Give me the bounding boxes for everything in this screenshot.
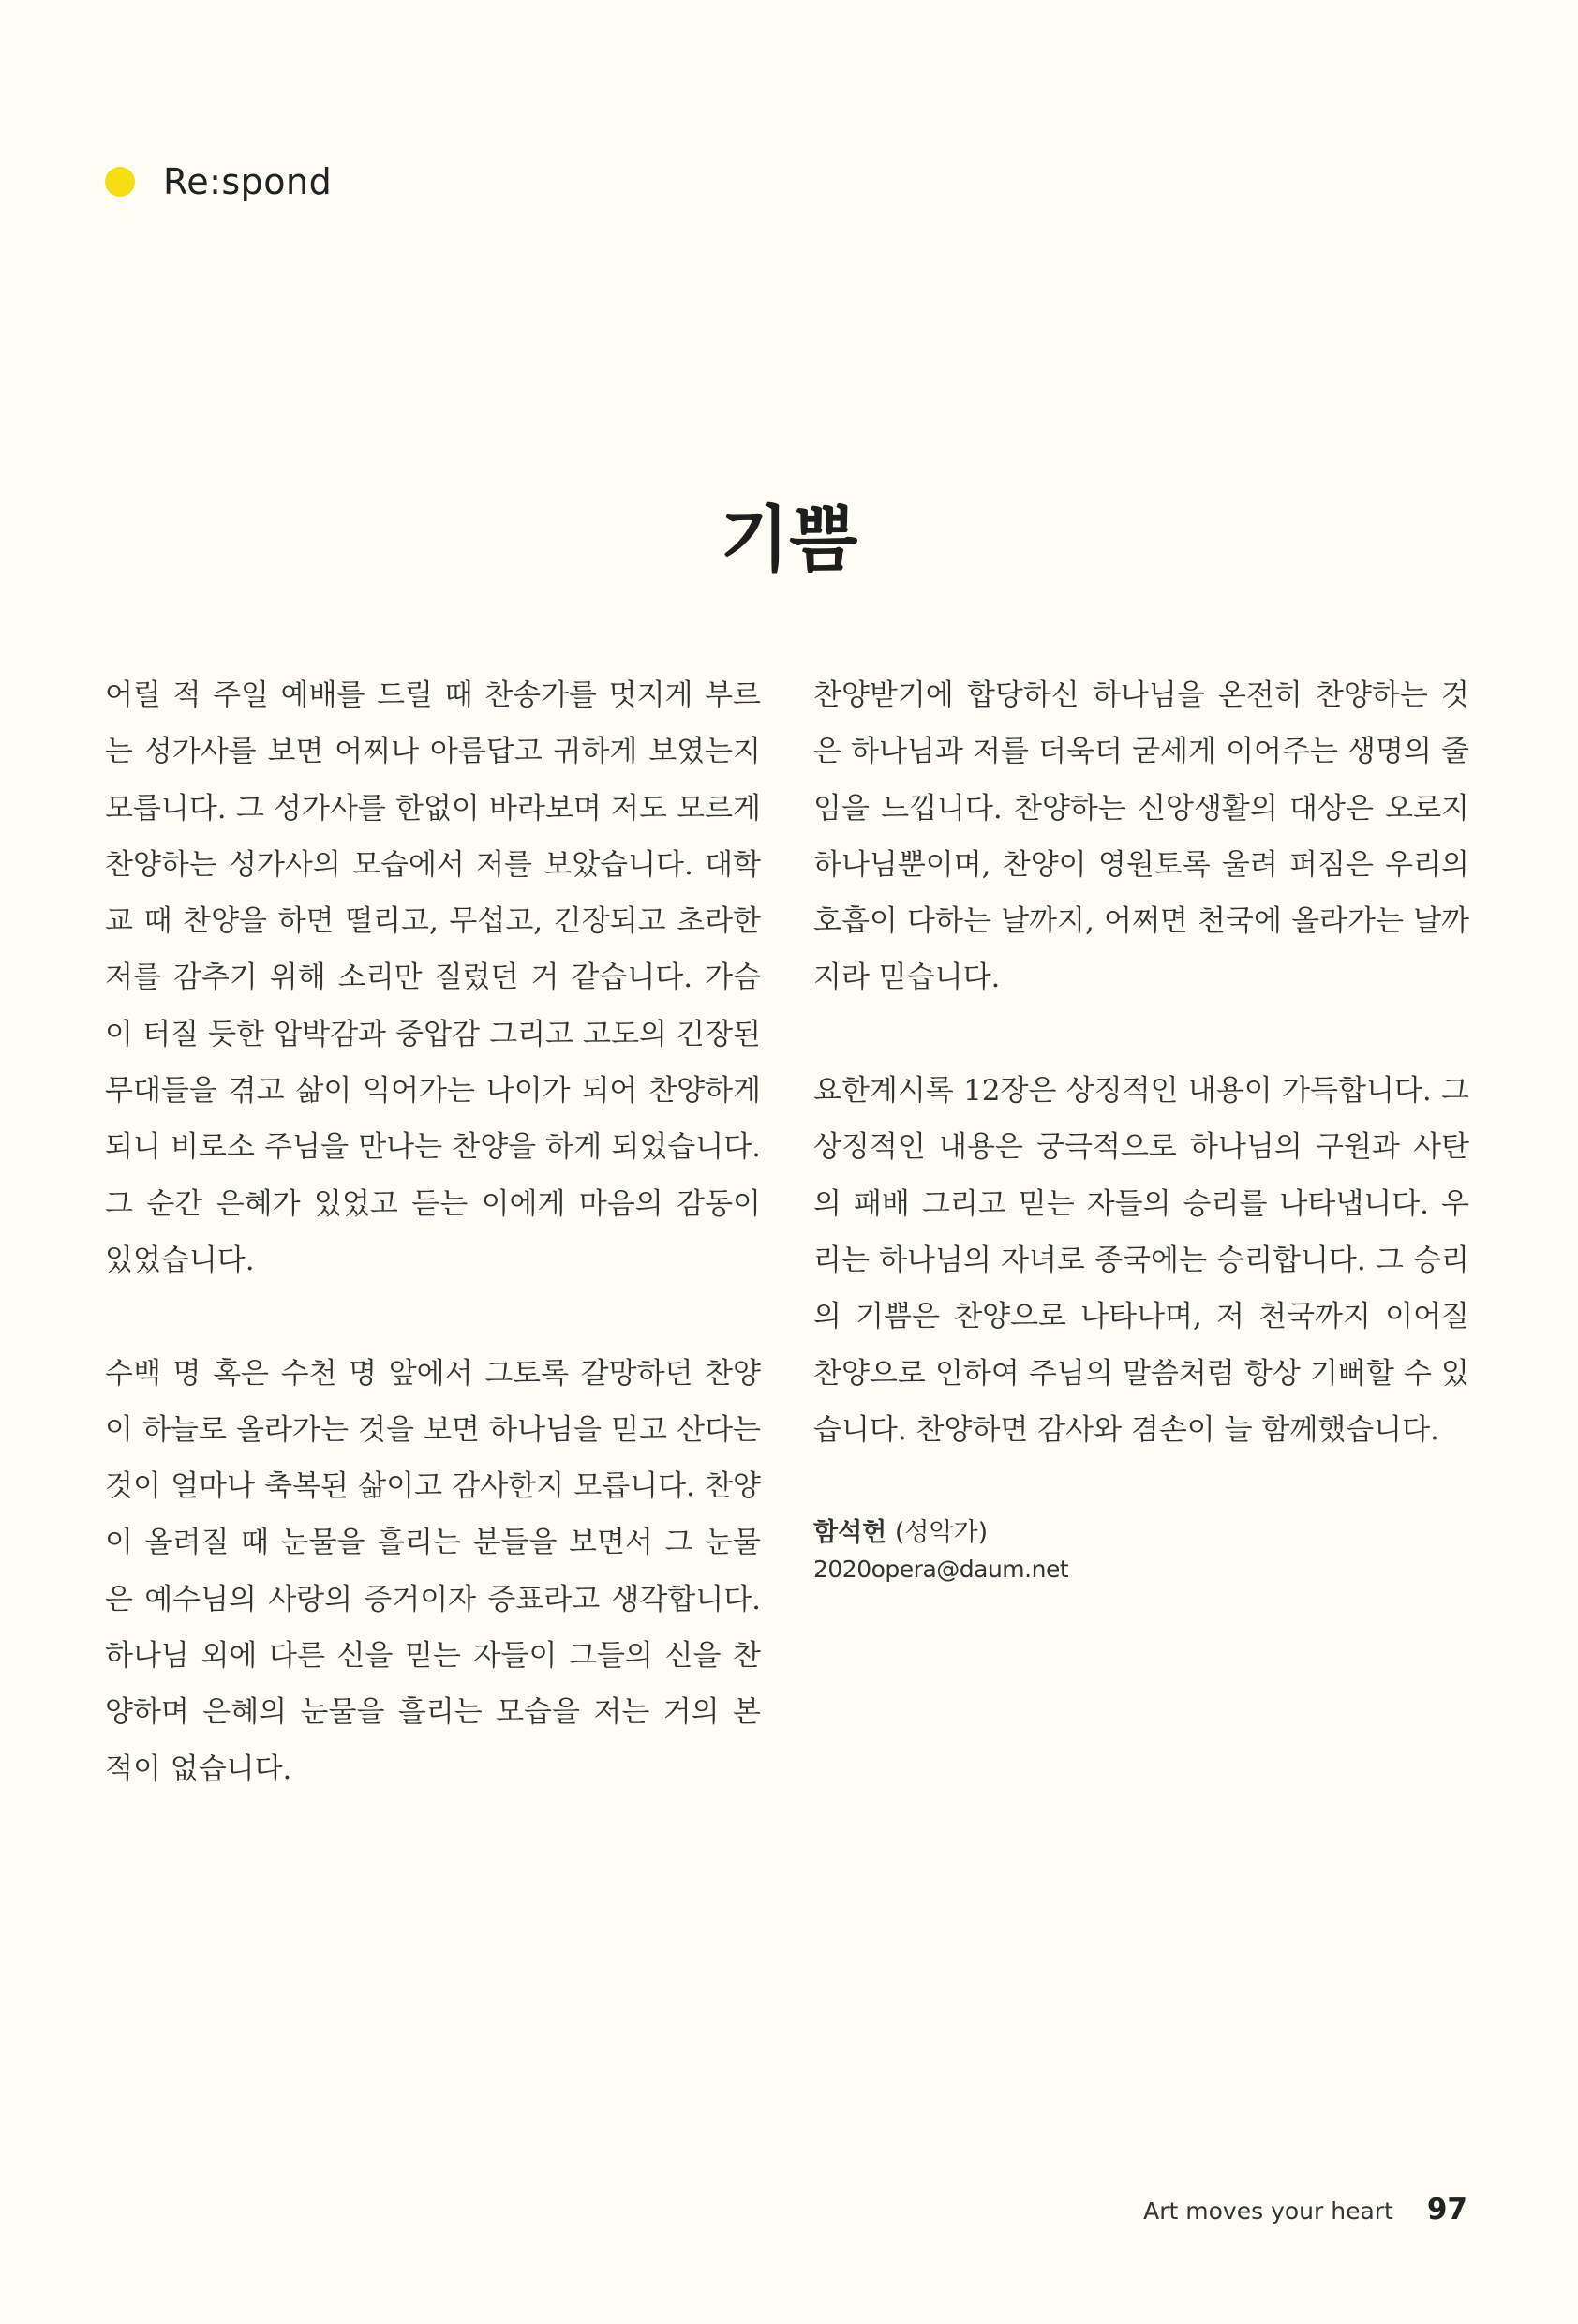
left-column <box>105 667 761 1854</box>
page-footer <box>1143 2193 1467 2227</box>
right-paragraph-1: 찬양받기에 합당하신 하나님을 온전히 찬양하는 것은 하나님과 저를 더욱더 굳세게 이어주는 생명의 줄임을 느낍니다. 찬양하는 신앙생활의 대상은 오로지 하나님뿐이며, 찬양이 영원토록 울려 퍼짐은 우리의 호흡이 다하는 날까지, 어쩌면 천국에 올라가는 날까지라 믿습니다. <box>813 678 1469 995</box>
author-name: 함석헌 <box>813 1518 887 1548</box>
right-column <box>813 667 1469 1587</box>
author-email: 2020opera@daum.net <box>813 1556 1069 1584</box>
section-dot-icon <box>105 167 135 197</box>
section-header <box>105 157 332 206</box>
article-title: 기쁨 <box>720 498 858 581</box>
left-paragraph-2: 수백 명 혹은 수천 명 앞에서 그토록 갈망하던 찬양이 하늘로 올라가는 것을 보면 하나님을 믿고 산다는 것이 얼마나 축복된 삶이고 감사한지 모릅니다. 찬양이 올려질 때 눈물을 흘리는 분들을 보면서 그 눈물은 예수님의 사랑의 증거이자 증표라고 생각합니다. 하나님 외에 다른 신을 믿는 자들이 그들의 신을 찬양하며 은혜의 눈물을 흘리는 모습을 저는 거의 본 적이 없습니다. <box>105 1356 761 1786</box>
footer-tagline: Art moves your heart <box>1143 2197 1393 2225</box>
right-paragraph-2: 요한계시록 12장은 상징적인 내용이 가득합니다. 그 상징적인 내용은 궁극적으로 하나님의 구원과 사탄의 패배 그리고 믿는 자들의 승리를 나타냅니다. 우리는 하나님의 자녀로 종국에는 승리합니다. 그 승리의 기쁨은 찬양으로 나타나며, 저 천국까지 이어질 찬양으로 인하여 주님의 말씀처럼 항상 기뻐할 수 있습니다. 찬양하면 감사와 겸손이 늘 함께했습니다. <box>813 1074 1469 1447</box>
page-number: 97 <box>1426 2193 1467 2227</box>
left-paragraph-1: 어릴 적 주일 예배를 드릴 때 찬송가를 멋지게 부르는 성가사를 보면 어찌나 아름답고 귀하게 보였는지 모릅니다. 그 성가사를 한없이 바라보며 저도 모르게 찬양하는 성가사의 모습에서 저를 보았습니다. 대학교 때 찬양을 하면 떨리고, 무섭고, 긴장되고 초라한 저를 감추기 위해 소리만 질렀던 거 같습니다. 가슴이 터질 듯한 압박감과 중압감 그리고 고도의 긴장된 무대들을 겪고 삶이 익어가는 나이가 되어 찬양하게 되니 비로소 주님을 만나는 찬양을 하게 되었습니다. 그 순간 은혜가 있었고 듣는 이에게 마음의 감동이 있었습니다. <box>105 678 761 1277</box>
author-role: (성악가) <box>894 1518 989 1548</box>
author-credit <box>813 1514 1469 1552</box>
section-label: Re:spond <box>163 161 333 202</box>
